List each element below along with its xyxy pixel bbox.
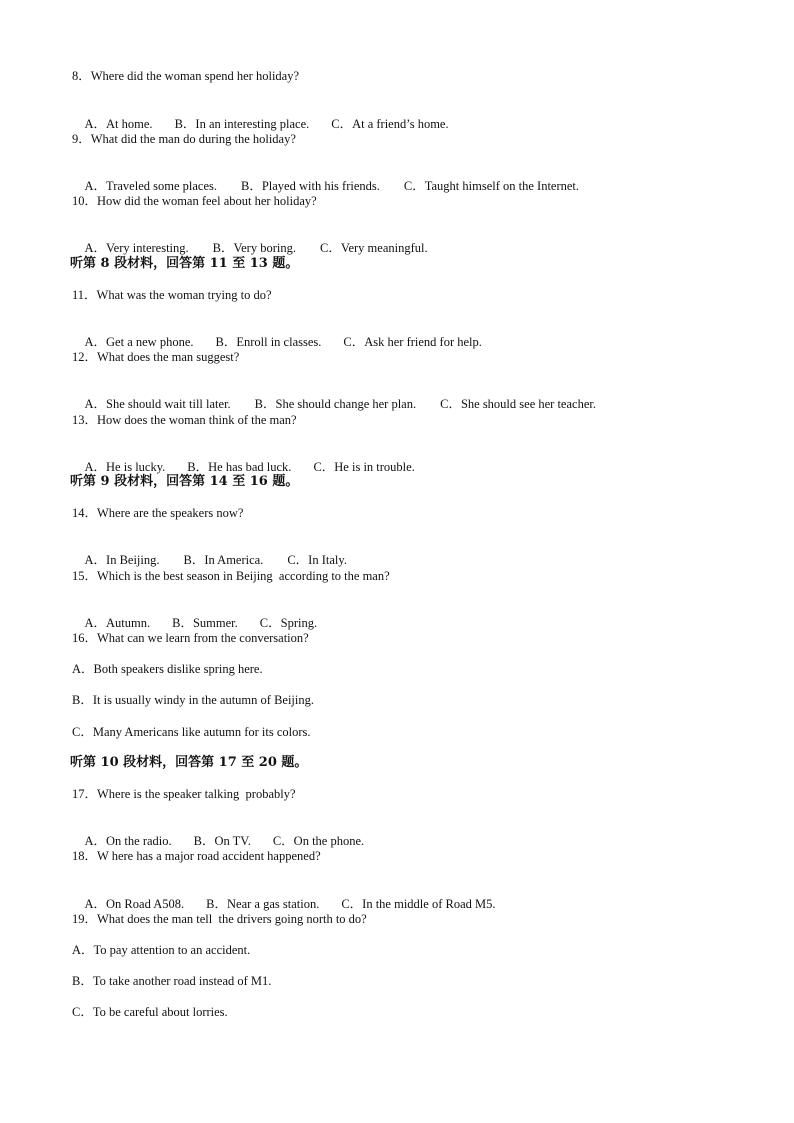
option-b: B．On TV.	[193, 834, 251, 848]
question-17-stem: 17．Where is the speaker talking probably?	[72, 787, 296, 801]
option-b: B．Near a gas station.	[206, 897, 320, 911]
question-10-stem: 10．How did the woman feel about her holiday?	[72, 194, 317, 208]
option-a: A．Traveled some places.	[84, 179, 217, 193]
option-a: A．Very interesting.	[84, 241, 189, 255]
question-19-option-a: A．To pay attention to an accident.	[72, 943, 251, 957]
option-c: C．Very meaningful.	[319, 241, 428, 255]
question-16-option-b: B．It is usually windy in the autumn of Beijing.	[72, 693, 314, 707]
question-16-stem: 16．What can we learn from the conversation?	[72, 631, 309, 645]
question-11-stem: 11．What was the woman trying to do?	[72, 288, 272, 302]
option-c: C．Spring.	[259, 616, 318, 630]
option-b: B．In America.	[183, 553, 264, 567]
option-a: A．He is lucky.	[84, 460, 166, 474]
question-19-stem: 19．What does the man tell the drivers going north to do?	[72, 912, 367, 926]
question-15-stem: 15．Which is the best season in Beijing according to the man?	[72, 569, 390, 583]
question-12-stem: 12．What does the man suggest?	[72, 350, 240, 364]
section-heading-10: 听第 10 段材料，回答第 17 至 20 题。	[70, 755, 308, 770]
option-b: B．Very boring.	[212, 241, 296, 255]
section-heading-8: 听第 8 段材料，回答第 11 至 13 题。	[70, 256, 299, 271]
option-a: A．At home.	[84, 117, 153, 131]
option-a: A．Get a new phone.	[84, 335, 194, 349]
question-16-option-c: C．Many Americans like autumn for its colors.	[72, 725, 311, 739]
option-a: A．On Road A508.	[84, 897, 185, 911]
option-a: A．Autumn.	[84, 616, 151, 630]
question-9-stem: 9．What did the man do during the holiday?	[72, 132, 296, 146]
question-13-stem: 13．How does the woman think of the man?	[72, 413, 297, 427]
option-a: A．She should wait till later.	[84, 397, 231, 411]
option-c: C．On the phone.	[272, 834, 365, 848]
question-19-option-c: C．To be careful about lorries.	[72, 1005, 228, 1019]
option-c: C．In Italy.	[287, 553, 347, 567]
option-b: B．Summer.	[172, 616, 238, 630]
option-b: B．Played with his friends.	[241, 179, 380, 193]
section-heading-9: 听第 9 段材料，回答第 14 至 16 题。	[70, 474, 299, 489]
option-c: C．He is in trouble.	[313, 460, 415, 474]
option-a: A．In Beijing.	[84, 553, 160, 567]
option-c: C．She should see her teacher.	[440, 397, 596, 411]
option-b: B．In an interesting place.	[174, 117, 310, 131]
option-c: C．At a friend’s home.	[331, 117, 449, 131]
option-a: A．On the radio.	[84, 834, 172, 848]
question-18-stem: 18．W here has a major road accident happened?	[72, 849, 321, 863]
question-16-option-a: A．Both speakers dislike spring here.	[72, 662, 263, 676]
option-c: C．Taught himself on the Internet.	[403, 179, 580, 193]
question-19-option-b: B．To take another road instead of M1.	[72, 974, 272, 988]
option-b: B．He has bad luck.	[187, 460, 292, 474]
question-14-stem: 14．Where are the speakers now?	[72, 506, 244, 520]
option-b: B．She should change her plan.	[254, 397, 417, 411]
option-c: C．Ask her friend for help.	[343, 335, 482, 349]
question-8-stem: 8．Where did the woman spend her holiday?	[72, 69, 300, 83]
option-c: C．In the middle of Road M5.	[341, 897, 496, 911]
option-b: B．Enroll in classes.	[215, 335, 322, 349]
